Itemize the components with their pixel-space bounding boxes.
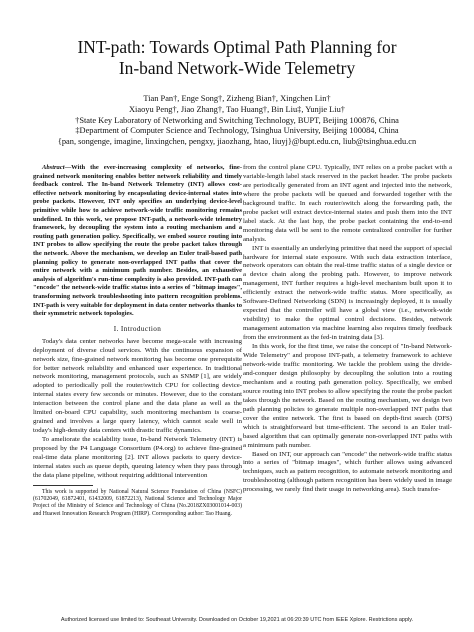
left-column [33,164,242,518]
right-paragraph-1: from the control plane CPU. Typically, INT relies on a probe packet with a variable-length label stack reserved in the packet header. The probe packets are periodically generated from an INT agent and injected into the network, where the probe packets will be queued and forwarded together with the background traffic. In each router/switch along the forwarding path, the probe packet will extract device-internal states and push them into the INT label stack. At the last hop, the probe packet containing the end-to-end monitoring data will be sent to the remote centralized controller for further analysis. [243,164,452,243]
affiliation-2: ‡Department of Computer Science and Technology, Tsinghua University, Beijing 100084, China [75,126,399,136]
right-column [243,164,452,495]
right-paragraph-2: INT is essentially an underlying primitive that need the support of special hardware for internal state exposure. With such data extraction interface, network operators can obtain the real-time traffic status of a single device or a device chain along the probing path. However, to improve network management, INT further requires a high-level mechanism built upon it to efficiently extract the network-wide traffic status. More specifically, as Software-Defined Networking (SDN) is increasingly deployed, it is usually expected that the controller will have a global view (i.e., network-wide visibility) to make the optimal control decisions. Besides, network management automation via machine learning also requires timely feedback from the environment as the fed-in training data [3]. [243,244,452,342]
license-footer: Authorized licensed use limited to: Southeast University. Downloaded on October 19,2021 at 06:20:39 UTC from IEEE Xplore. Restrictions apply. [60,617,414,623]
title-line-2: In-band Network-Wide Telemetry [118,58,356,78]
footnote-rule [33,485,93,486]
section-heading-introduction: I. Introduction [113,324,162,333]
abstract-text: —With the ever-increasing complexity of networks, fine-grained network monitoring enables better network reliability and timely feedback control. The In-band Network Telemetry (INT) allows cost-effective network monitoring by encapsulating device-internal states into probe packets. However, INT only specifies an underlying device-level primitive while how to achieve network-wide traffic monitoring remains undefined. In this work, we propose INT-path, a network-wide telemetry framework, by decoupling the system into a routing mechanism and a routing path generation policy. Specifically, we embed source routing into INT probes to allow specifying the route the probe packet takes through the network. Above the mechanism, we develop an Euler trail-based path planning policy to generate non-overlapped INT paths that cover the entire network with a minimum path number. Besides, an exhaustive analysis of algorithm's run-time complexity is also provided. INT-path can "encode" the network-wide traffic status into a series of "bitmap images", transforming network troubleshooting into pattern recognition problems. INT-path is very suitable for deployment in data center networks thanks to their symmetric network topologies. [33,164,242,318]
abstract-label: Abstract [42,164,65,171]
title-line-1: INT-path: Towards Optimal Path Planning for [77,37,397,57]
intro-paragraph-1: Today's data center networks have become mega-scale with increasing deployment of diverse cloud services. With the continuous expansion of network size, fine-grained network monitoring has become one prerequisite for better network reliability and enhanced user experience. In traditional network monitoring, management protocols, such as SNMP [1], are widely adopted to periodically poll the router/switch CPU for collecting device-internal states every few seconds or minutes. However, due to the constant interaction between the control plane and the data plane as well as the limited on-board CPU capability, such monitoring mechanism is coarse-grained and involves a large query latency, which cannot scale well in today's high-density data centers with drastic traffic dynamics. [33,337,242,435]
affiliation-1: †State Key Laboratory of Networking and Switching Technology, BUPT, Beijing 100876, China [75,115,399,125]
abstract [33,164,242,319]
intro-paragraph-2: To ameliorate the scalability issue, In-band Network Telemetry (INT) is proposed by the P4 Language Consortium (P4.org) to achieve fine-grained real-time data plane monitoring [2]. INT allows packets to query device-internal states such as queue depth, queuing latency when they pass through the data plane pipeline, without requiring additional intervention [33,436,242,479]
authors-line-1: Tian Pan†, Enge Song†, Zizheng Bian†, Xingchen Lin† [143,94,331,103]
author-block [30,94,444,148]
authors-line-2: Xiaoyu Peng†, Jiao Zhang†, Tao Huang†, Bin Liu‡, Yunjie Liu† [129,104,345,114]
author-emails: {pan, songenge, imagine, linxingchen, pengxy, jiaozhang, htao, liuyj}@bupt.edu.cn, liub@tsinghua.edu.cn [57,137,417,147]
right-paragraph-3: In this work, for the first time, we raise the concept of "In-band Network-Wide Telemetry" and propose INT-path, a telemetry framework to achieve network-wide traffic monitoring. We tackle the problem using the divide-and-conquer design philosophy by decoupling the solution into a routing mechanism and a routing path generation policy. Specifically, we embed source routing into INT probes to allow specifying the route the probe packet takes through the network. Based on the routing mechanism, we design two path planning policies to generate multiple non-overlapped INT paths that cover the entire network. The first is based on depth-first search (DFS) which is straightforward but time-efficient. The second is an Euler trail-based algorithm that can optimally generate non-overlapped INT paths with a minimum path number. [243,343,452,449]
funding-footnote: This work is supported by National Natural Science Foundation of China (NSFC) (61702049, 61872401, 61432009, 61872213), National Science and Technology Major Project of the Ministry of Science and Technology of China (No.2018ZX03001014-003) and Huawei Innovation Research Program (HIRP). Corresponding author: Tao Huang. [33,488,242,517]
right-paragraph-4: Based on INT, our approach can "encode" the network-wide traffic status into a series of "bitmap images", which further allows using advanced techniques, such as pattern recognition, to automate network monitoring and troubleshooting (although pattern recognition has been widely used in image processing, we rarely find their usage in networking area). Such transfor- [243,450,452,494]
paper-title [20,37,454,79]
